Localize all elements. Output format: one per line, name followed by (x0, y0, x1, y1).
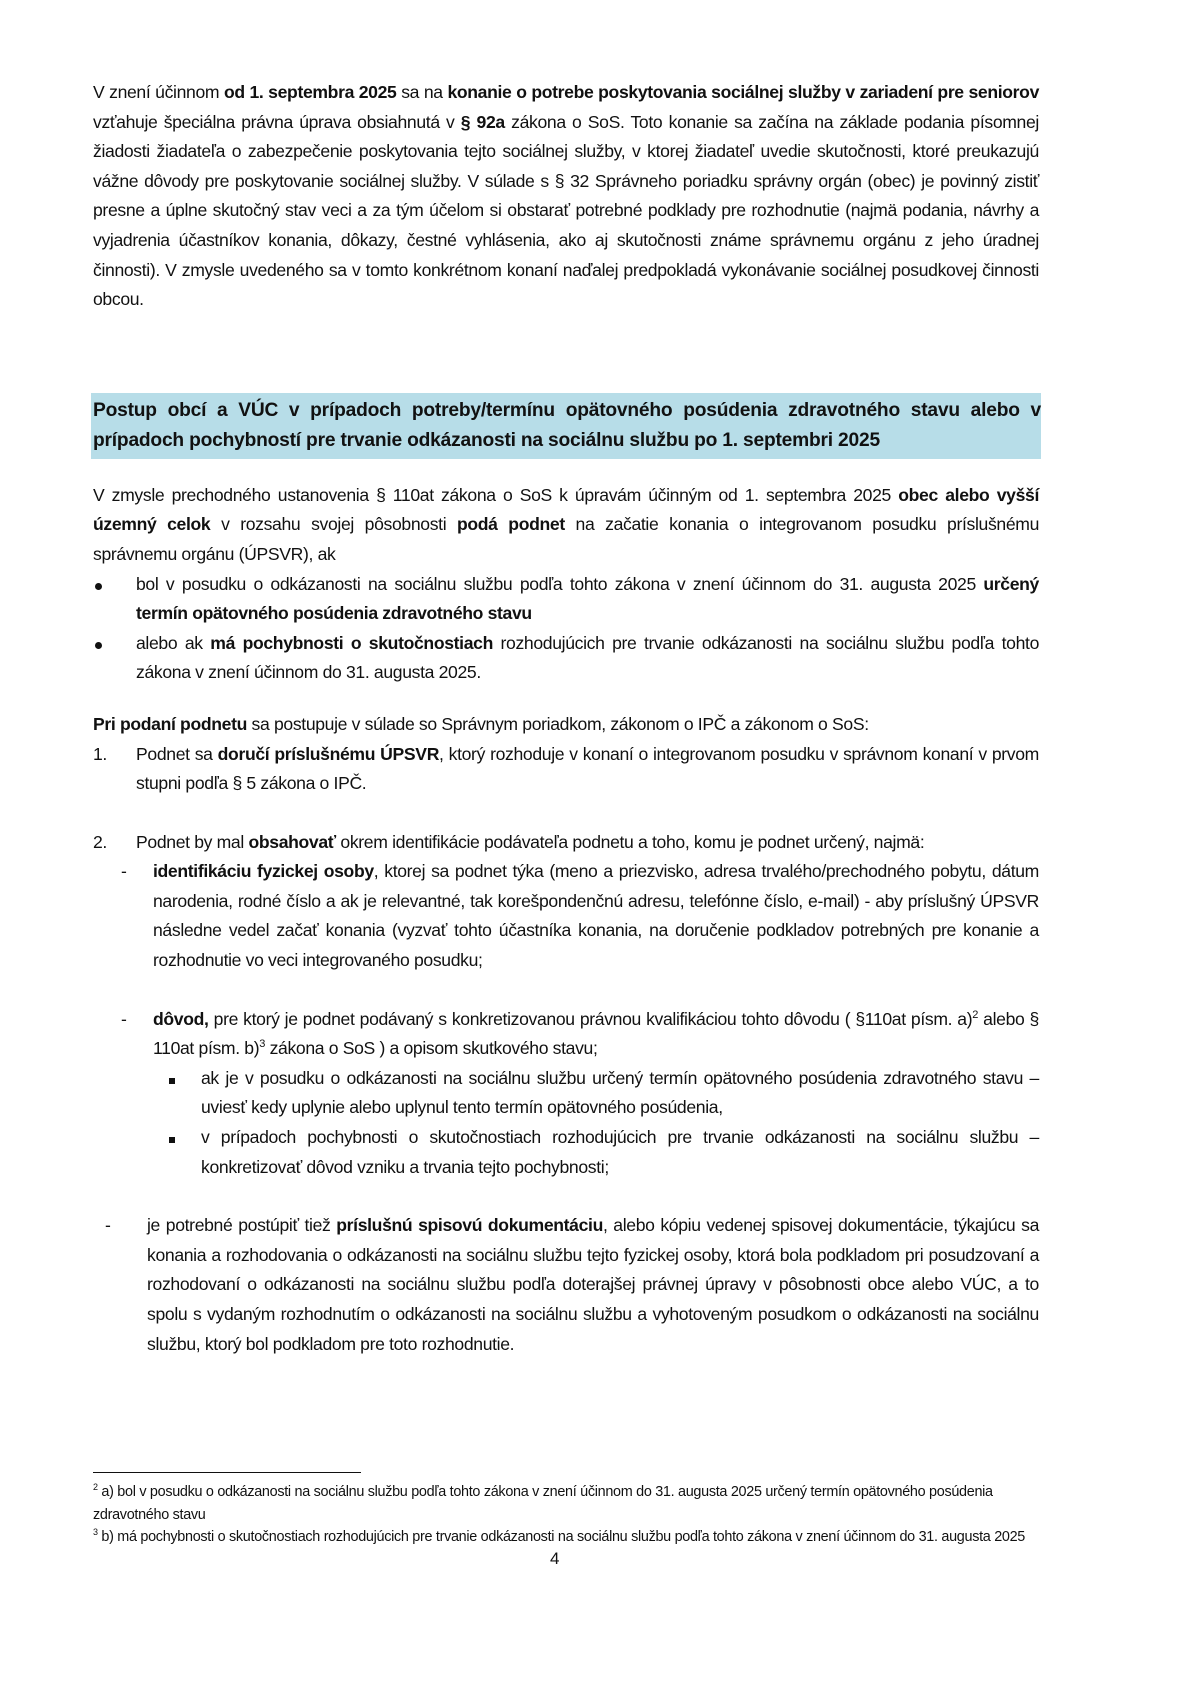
bullet-icon (93, 570, 113, 600)
square-bullet-item (93, 1064, 1039, 1123)
dash-item (93, 857, 1039, 975)
text-run: v prípadoch pochybnosti o skutočnostiach rozhodujúcich pre trvanie odkázanosti na sociálnu službu – konkretizovať dôvod vzniku a trvania tejto pochybnosti; (201, 1127, 1039, 1177)
text-run: na začatie konania o integrovanom posudku príslušnému správnemu orgánu (ÚPSVR), ak (93, 514, 1040, 564)
footnote-ref[interactable]: 3 (259, 1038, 266, 1051)
transition-paragraph (93, 481, 1039, 570)
text-run: bol v posudku o odkázanosti na sociálnu službu podľa tohto zákona v znení účinnom do 31. augusta 2025 (136, 573, 984, 594)
page-number: 4 (550, 1549, 560, 1568)
bold-run: obec alebo vyšší územný celok (93, 484, 1039, 535)
text-run: ak je v posudku o odkázanosti na sociálnu službu určený termín opätovného posúdenia zdravotného stavu – uviesť kedy uplynie alebo uplynul tento termín opätovného posúdenia, (201, 1067, 1039, 1118)
dash-marker: - (121, 1008, 127, 1029)
dash-marker: - (121, 861, 127, 882)
bold-run: § 92a (460, 111, 505, 132)
text-run: rozhodujúcich pre trvanie odkázanosti na sociálnu službu podľa tohto zákona v znení účinnom do 31. augusta 2025. (136, 632, 1040, 683)
text-run: zákona o SoS. Toto konanie sa začína na základe podania písomnej žiadosti žiadateľa o zabezpečenie poskytovania tejto sociálnej služby, v ktorej žiadateľ uvedie skutočnosti, ktoré preukazujú vážne dôvody pre poskytovanie sociálnej služby. V súlade s § 32 Správneho poriadku správny orgán (obec) je povinný zistiť presne a úplne skutočný stav veci a za tým účelom si obstarať potrebné podklady pre rozhodnutie (najmä podania, návrhy a vyjadrenia účastníkov konania, dôkazy, čestné vyhlásenia, ako aj skutočnosti známe správnemu orgánu z jeho úradnej činnosti). V zmysle uvedeného sa v tomto konkrétnom konaní naďalej predpokladá vykonávanie sociálnej posudkovej činnosti obcou. (93, 111, 1039, 310)
footnotes (93, 1481, 1039, 1549)
footnote-number: 3 (93, 1527, 98, 1538)
bold-run: určený termín opätovného posúdenia zdravotného stavu (136, 573, 1039, 624)
text-run: V znení účinnom (93, 82, 224, 102)
text-run: alebo § 110at písm. b) (153, 1008, 1039, 1059)
text-run: , ktorý rozhoduje v konaní o integrovanom posudku v správnom konaní v prvom stupni podľa § 5 zákona o IPČ. (136, 743, 1039, 794)
dash-item (93, 1211, 1039, 1359)
spacer (93, 799, 1039, 828)
text-run: v rozsahu svojej pôsobnosti (210, 514, 457, 535)
spacer (93, 1182, 1039, 1211)
text-run: okrem identifikácie podávateľa podnetu a toho, komu je podnet určený, najmä: (335, 831, 925, 852)
document-page (93, 78, 1039, 1359)
footnote-text: a) bol v posudku o odkázanosti na sociálnu službu podľa tohto zákona v znení účinnom do 31. augusta 2025 určený termín opätovného posúdenia zdravotného stavu (93, 1484, 993, 1523)
bullet-item (93, 629, 1039, 688)
spacer (93, 459, 1039, 481)
text-run: Podnet by mal (136, 831, 249, 852)
bold-run: konanie o potrebe poskytovania sociálnej služby v zariadení pre seniorov (447, 82, 1040, 102)
bold-run: od 1. septembra 2025 (223, 82, 397, 102)
dash-marker: - (105, 1215, 111, 1236)
intro-paragraph (93, 78, 1039, 315)
text-run: V zmysle prechodného ustanovenia § 110at zákona o SoS k úpravám účinným od 1. septembra 2025 (93, 484, 899, 505)
bold-run: má pochybnosti o skutočnostiach (210, 632, 493, 653)
text-run: zákona o SoS ) a opisom skutkového stavu; (265, 1038, 598, 1059)
numbered-item (93, 828, 1039, 858)
text-run: alebo ak (136, 632, 211, 653)
bold-run: príslušnú spisovú dokumentáciu (336, 1215, 603, 1236)
bold-run: dôvod, (153, 1008, 209, 1029)
bold-run: podá podnet (456, 514, 565, 535)
bold-run: identifikáciu fyzickej osoby (153, 861, 374, 882)
list-number: 1. (93, 743, 107, 764)
footnote-text: b) má pochybnosti o skutočnostiach rozhodujúcich pre trvanie odkázanosti na sociálnu službu podľa tohto zákona v znení účinnom do 31. augusta 2025 (97, 1529, 1026, 1546)
text-run: sa na (396, 82, 448, 102)
footnote-separator (93, 1472, 361, 1473)
spacer (93, 373, 1039, 393)
bullet-item (93, 570, 1039, 629)
footnote (93, 1481, 1039, 1526)
text-run: je potrebné postúpiť tiež (147, 1215, 337, 1236)
text-run: , alebo kópiu vedenej spisovej dokumentácie, týkajúcu sa konania a rozhodovania o odkázanosti na sociálnu službu tejto fyzickej osoby, ktorá bola podkladom pri posudzovaní a rozhodovaní o odkázanosti na sociálnu službu podľa doterajšej právnej úpravy v pôsobnosti obce alebo VÚC, a to spolu s vydaným rozhodnutím o odkázanosti na sociálnu službu a vyhotoveným posudkom o odkázanosti na sociálnu službu, ktorý bol podkladom pre toto rozhodnutie. (147, 1215, 1040, 1354)
text-run: pre ktorý je podnet podávaný s konkretizovanou právnou kvalifikáciou tohto dôvodu ( §110at písm. a) (208, 1008, 973, 1029)
bullet-icon (93, 629, 113, 659)
bold-run: Pri podaní podnetu (93, 713, 247, 734)
procedure-intro (93, 710, 1039, 740)
footnote-ref[interactable]: 2 (972, 1008, 979, 1021)
text-run: , ktorej sa podnet týka (meno a priezvisko, adresa trvalého/prechodného pobytu, dátum narodenia, rodné číslo a ak je relevantné, tak korešpondenčnú adresu, telefónne číslo, e-mail) - aby príslušný ÚPSVR následne vedel začať konania (vyzvať tohto účastníka konania, na doručenie podkladov potrebných pre konanie a rozhodnutie vo veci integrovaného posudku; (153, 861, 1039, 971)
list-number: 2. (93, 831, 107, 852)
spacer (93, 976, 1039, 1005)
section-heading: Postup obcí a VÚC v prípadoch potreby/termínu opätovného posúdenia zdravotného stavu alebo v prípadoch pochybností pre trvanie odkázanosti na sociálnu službu po 1. septembri 2025 (91, 393, 1041, 459)
spacer (93, 688, 1039, 710)
bold-run: doručí príslušnému ÚPSVR (217, 743, 440, 764)
spacer (93, 315, 1039, 373)
footnote (93, 1526, 1039, 1549)
square-bullet-icon (169, 1064, 175, 1094)
footnote-number: 2 (93, 1482, 98, 1493)
bold-run: obsahovať (248, 831, 336, 852)
text-run: Podnet sa (136, 743, 218, 764)
text-run: vzťahuje špeciálna právna úprava obsiahnutá v (93, 111, 461, 132)
square-bullet-icon (169, 1123, 175, 1153)
square-bullet-item (93, 1123, 1039, 1182)
dash-item (93, 1005, 1039, 1064)
numbered-item (93, 740, 1039, 799)
text-run: sa postupuje v súlade so Správnym poriadkom, zákonom o IPČ a zákonom o SoS: (247, 713, 869, 734)
